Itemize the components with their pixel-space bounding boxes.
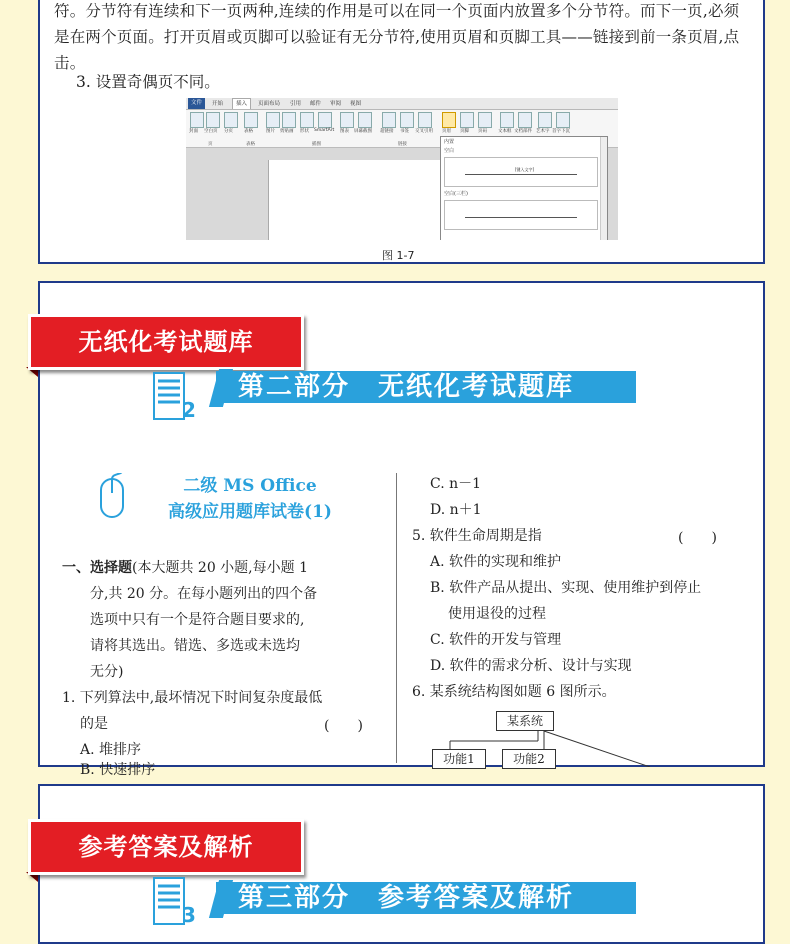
- option-a: A. 堆排序: [80, 742, 142, 758]
- ribbon-label: 文本框: [498, 129, 512, 134]
- ribbon-label: 空白页: [204, 129, 218, 134]
- page-number-icon: [478, 112, 492, 128]
- textbook-excerpt-panel: [38, 0, 765, 264]
- intro-line: 分,共 20 分。在每小题列出的四个备: [90, 586, 318, 602]
- part-number-icon: [152, 371, 204, 423]
- part-number-text: 2: [182, 398, 196, 422]
- bookmark-icon: [400, 112, 414, 128]
- intro-line: 请将其选出。错选、多选或未选均: [90, 638, 300, 654]
- page-break-icon: [224, 112, 238, 128]
- part-number-icon: [152, 876, 204, 928]
- ribbon-group-pages: 页: [208, 142, 213, 147]
- intro-line: (本大题共 20 小题,每小题 1: [132, 560, 308, 576]
- answer-bracket: ( ): [678, 530, 717, 546]
- question-5: 5. 软件生命周期是指: [412, 528, 542, 544]
- screenshot-icon: [358, 112, 372, 128]
- ribbon-label: 剪贴画: [280, 129, 294, 134]
- option-a: A. 软件的实现和维护: [430, 554, 562, 570]
- ribbon-tab-insert: 插入: [232, 98, 251, 109]
- gallery-builtin-heading: 内置: [444, 139, 455, 145]
- diagram-node-function1: 功能1: [432, 749, 486, 769]
- intro-line: 无分): [90, 664, 124, 680]
- ribbon-tab-layout: 页面布局: [258, 101, 281, 107]
- ribbon-tab-mailings: 邮件: [310, 101, 322, 107]
- ribbon-label: 屏幕截图: [354, 129, 372, 134]
- ribbon-group-illustrations: 插图: [312, 142, 321, 147]
- option-c: C. n－1: [430, 476, 482, 492]
- choice-heading: 一、选择题: [62, 560, 132, 576]
- ribbon-label: 形状: [300, 129, 309, 134]
- question-6: 6. 某系统结构图如题 6 图所示。: [412, 684, 616, 700]
- part-number-text: 3: [182, 903, 196, 927]
- answers-tag: 参考答案及解析: [28, 819, 304, 875]
- question-1-cont: 的是: [80, 716, 108, 732]
- gallery-item-label: 空白(三栏): [444, 191, 468, 197]
- textbox-icon: [500, 112, 514, 128]
- hyperlink-icon: [382, 112, 396, 128]
- figure-caption: 图 1-7: [382, 249, 415, 262]
- exam-title-line2: 高级应用题库试卷(1): [168, 502, 332, 522]
- part-2-title: 第二部分 无纸化考试题库: [216, 371, 636, 403]
- section-intro-first-line: [62, 555, 308, 581]
- ribbon-tab-file: 文件: [188, 98, 205, 109]
- header-thumbnail-blank: [444, 157, 598, 187]
- option-b-cont: 使用退役的过程: [448, 606, 546, 622]
- chart-icon: [340, 112, 354, 128]
- option-b: B. 软件产品从提出、实现、使用维护到停止: [430, 580, 702, 596]
- ribbon-label: 图表: [340, 129, 349, 134]
- ribbon-label: 页脚: [460, 129, 469, 134]
- intro-line: 选项中只有一个是符合题目要求的,: [90, 612, 305, 628]
- header-gallery-dropdown: [440, 136, 608, 240]
- blank-page-icon: [206, 112, 220, 128]
- ribbon-label: 艺术字: [536, 129, 550, 134]
- exam-title-line1: 二级 MS Office: [183, 476, 317, 496]
- ribbon-label: 页码: [478, 129, 487, 134]
- word-ribbon-screenshot: [186, 98, 618, 240]
- option-d: D. n＋1: [430, 502, 482, 518]
- footer-icon: [460, 112, 474, 128]
- answer-bracket: ( ): [324, 718, 363, 734]
- ribbon-tab-review: 审阅: [330, 101, 342, 107]
- part-3-title: 第三部分 参考答案及解析: [216, 882, 636, 914]
- ribbon-group-links: 链接: [398, 142, 407, 147]
- ribbon-tab-view: 视图: [350, 101, 362, 107]
- ribbon-group-tables: 表格: [246, 142, 255, 147]
- ribbon-label: 页眉: [442, 129, 451, 134]
- ribbon-tab-bar: [186, 98, 618, 110]
- ribbon-label: 分页: [224, 129, 233, 134]
- section-break-paragraph: 符。分节符有连续和下一页两种,连续的作用是可以在同一个页面内放置多个分节符。而下一页,必须是在两个页面。打开页眉或页脚可以验证有无分节符,使用页眉和页脚工具——链接到前一条页眉,点击。: [54, 2, 740, 72]
- ribbon-label: 表格: [244, 129, 253, 134]
- shapes-icon: [300, 112, 314, 128]
- header-icon: [442, 112, 456, 128]
- mouse-icon: [98, 473, 128, 521]
- wordart-icon: [538, 112, 552, 128]
- ribbon-tab-home: 开始: [212, 101, 224, 107]
- drop-cap-icon: [556, 112, 570, 128]
- ribbon-label: SmartArt: [314, 128, 335, 133]
- question-bank-tag: 无纸化考试题库: [28, 314, 304, 370]
- ribbon-label: 书签: [400, 129, 409, 134]
- ribbon-label: 图片: [266, 129, 275, 134]
- option-b: B. 快速排序: [80, 762, 156, 778]
- document-page-preview: [268, 160, 449, 240]
- clipart-icon: [282, 112, 296, 128]
- ribbon-label: 首字下沉: [552, 129, 570, 134]
- picture-icon: [266, 112, 280, 128]
- header-thumbnail-three-column: [444, 200, 598, 230]
- smartart-icon: [318, 112, 332, 128]
- gallery-item-label: 空白: [444, 148, 455, 154]
- quick-parts-icon: [518, 112, 532, 128]
- ribbon-label: 封面: [189, 129, 198, 134]
- column-divider: [396, 473, 397, 763]
- ribbon-label: 超链接: [380, 129, 394, 134]
- gallery-scrollbar: [600, 137, 607, 240]
- option-d: D. 软件的需求分析、设计与实现: [430, 658, 632, 674]
- ribbon-tab-references: 引用: [290, 101, 302, 107]
- table-icon: [244, 112, 258, 128]
- exam-paper-title: [140, 473, 360, 525]
- answers-panel: [38, 784, 765, 944]
- step-3-text: 3. 设置奇偶页不同。: [76, 73, 220, 91]
- ribbon-label: 文档部件: [514, 129, 532, 134]
- option-c: C. 软件的开发与管理: [430, 632, 562, 648]
- diagram-root-node: 某系统: [496, 711, 554, 731]
- thumb-text: [键入文字]: [515, 167, 535, 172]
- cross-reference-icon: [418, 112, 432, 128]
- question-1: 1. 下列算法中,最坏情况下时间复杂度最低: [62, 690, 323, 706]
- diagram-node-function2: 功能2: [502, 749, 556, 769]
- cover-page-icon: [190, 112, 204, 128]
- ribbon-label: 交叉引用: [415, 129, 433, 134]
- question-bank-panel: [38, 281, 765, 778]
